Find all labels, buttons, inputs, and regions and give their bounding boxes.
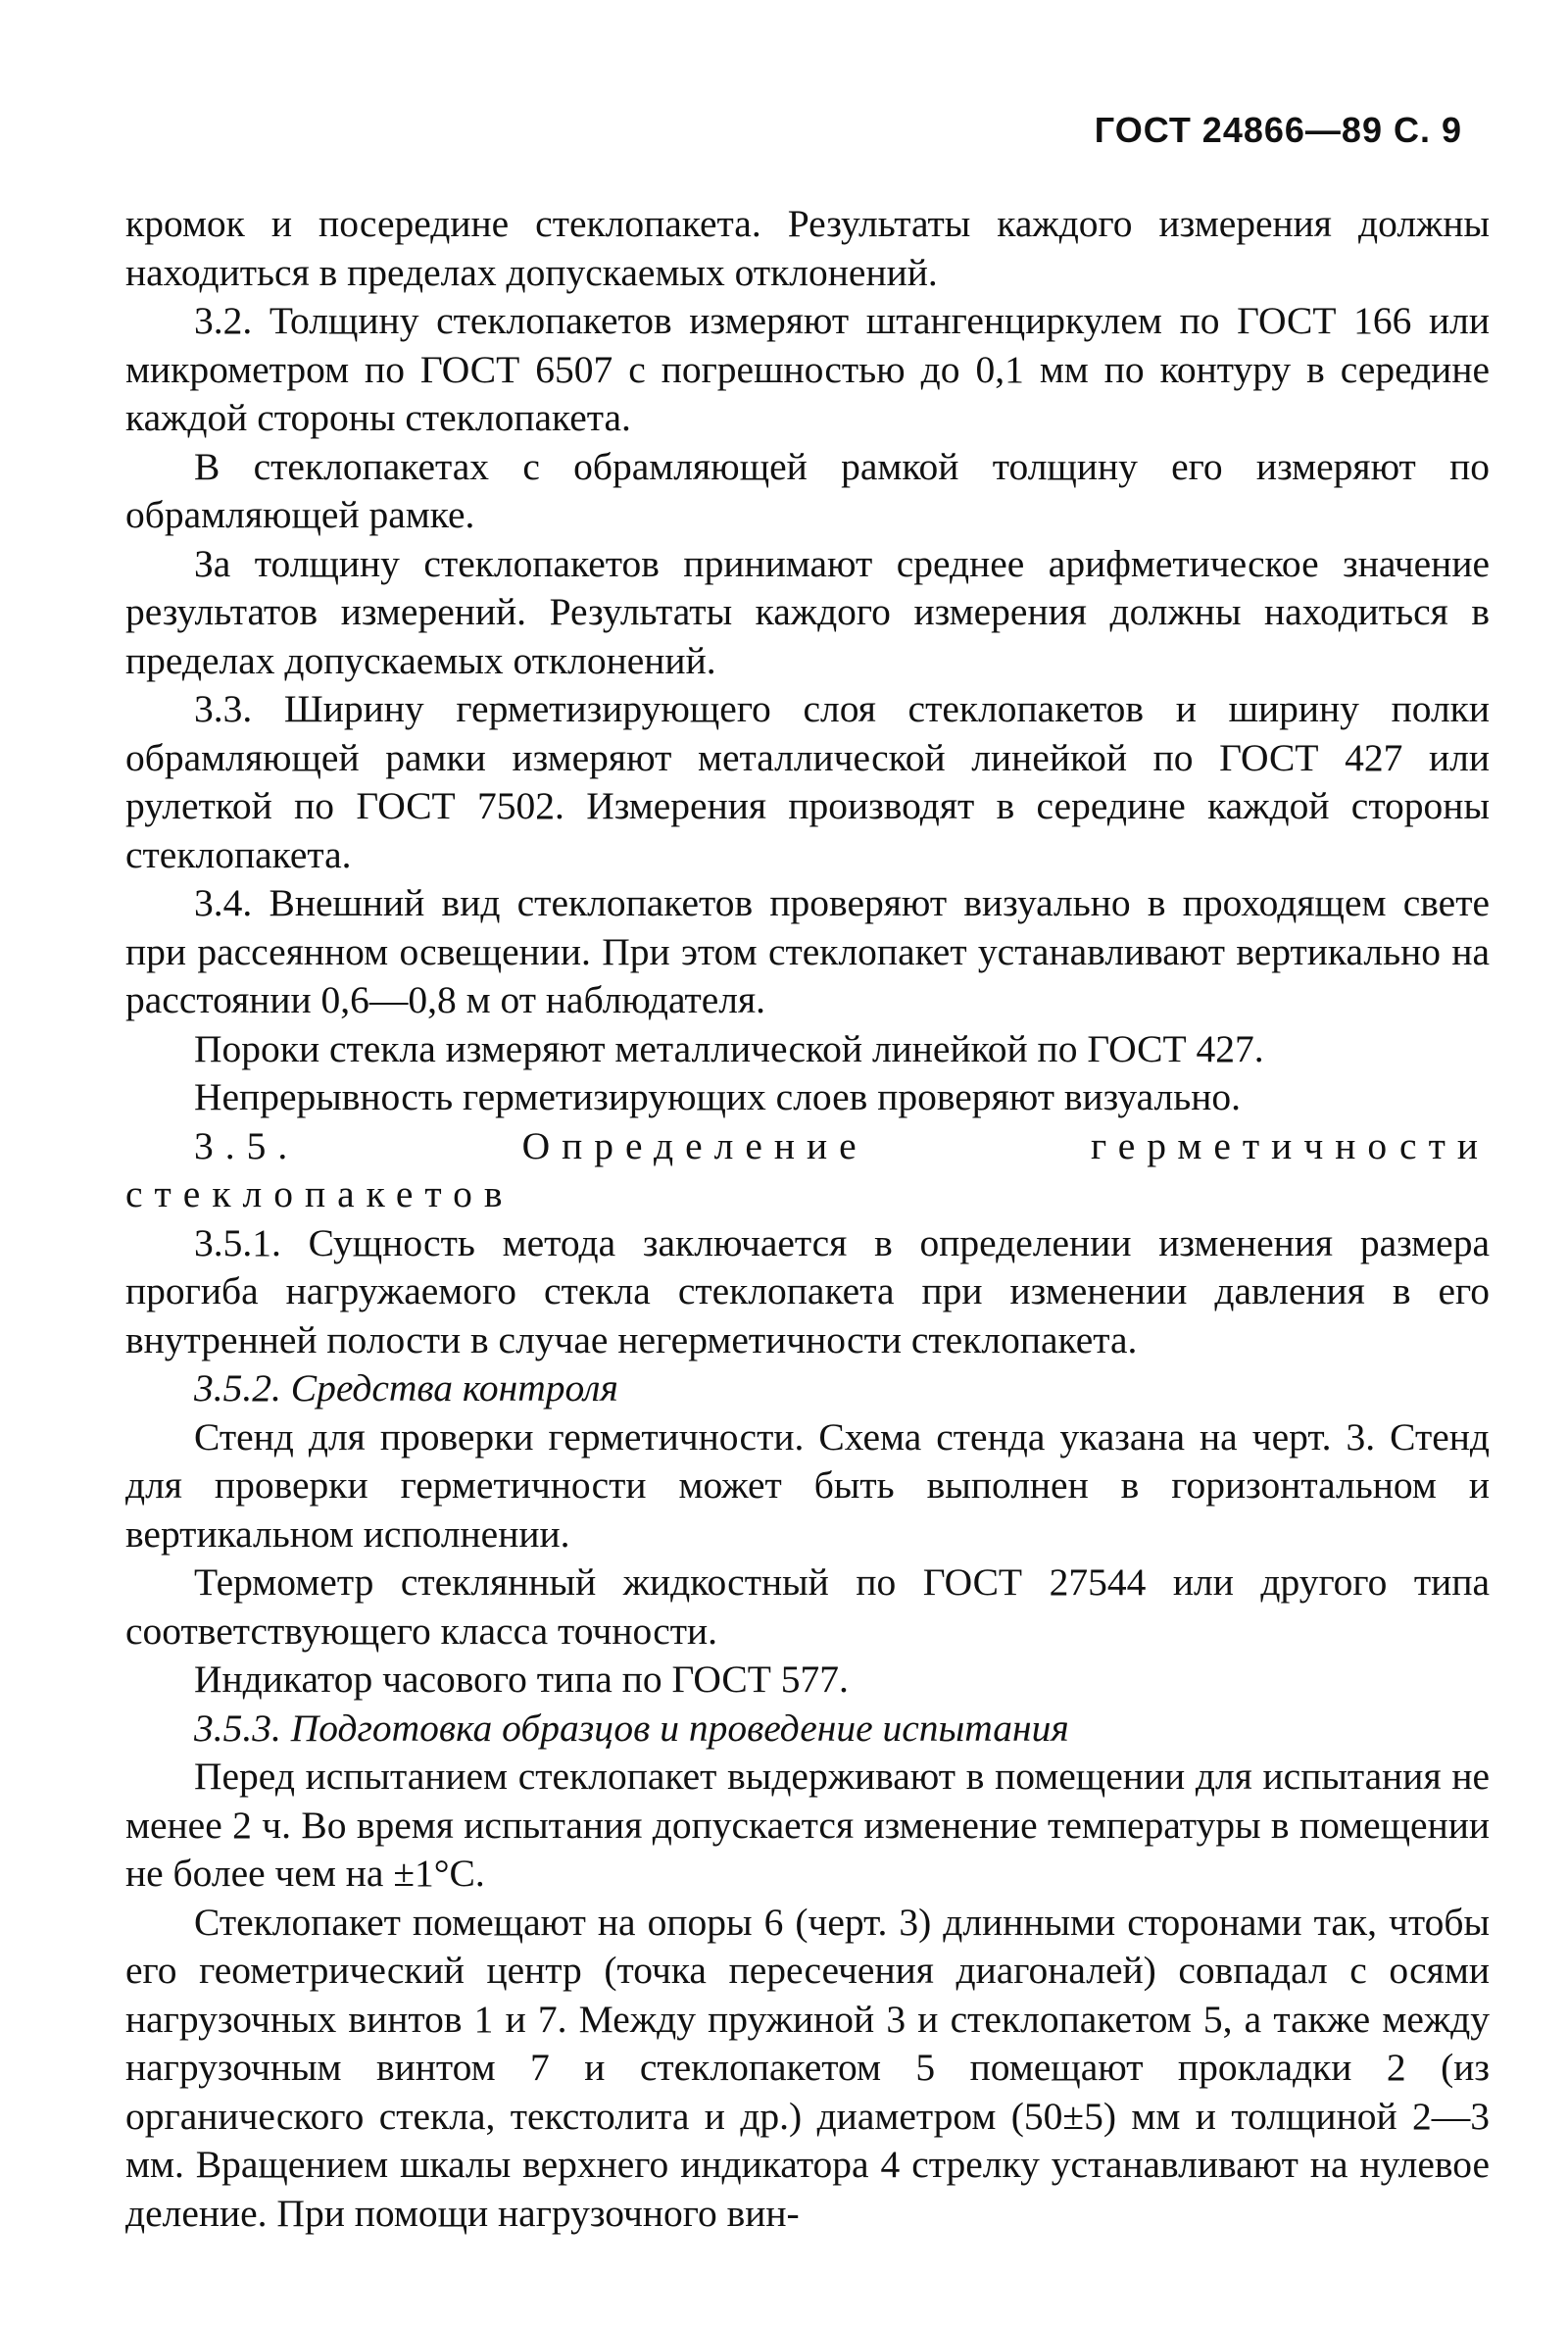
paragraph-test-stand: Стенд для проверки герметичности. Схема стенда указана на черт. 3. Стенд для проверки герметичности может быть выполнен в горизонтальном и вертикальном исполнении. — [125, 1414, 1490, 1556]
paragraph-procedure: Стеклопакет помещают на опоры 6 (черт. 3) длинными сторонами так, чтобы его геометрический центр (точка пересечения диагоналей) совпадал с осями нагрузочных винтов 1 и 7. Между пружиной 3 и стеклопакетом 5, а также между нагрузочным винтом 7 и стеклопакетом 5 помещают прокладки 2 (из органического стекла, текстолита и др.) диаметром (50±5) мм и толщиной 2—3 мм. Вращением шкалы верхнего индикатора 4 стрелку устанавливают на нулевое деление. При помощи нагрузочного вин- — [125, 1900, 1490, 2235]
paragraph-3-4: 3.4. Внешний вид стеклопакетов проверяют визуально в проходящем свете при рассеянном освещении. При этом стеклопакет устанавливают вертикально на расстоянии 0,6—0,8 м от наблюдателя. — [125, 881, 1490, 1021]
paragraph-3-5-1: 3.5.1. Сущность метода заключается в определении изменения размера прогиба нагружаемого стекла стеклопакета при изменении давления в его внутренней полости в случае негерметичности стеклопакета. — [125, 1220, 1490, 1361]
document-body — [125, 200, 1490, 2238]
paragraph-continuation: кромок и посередине стеклопакета. Результаты каждого измерения должны находиться в пределах допускаемых отклонений. — [125, 202, 1490, 294]
paragraph-average-thickness: За толщину стеклопакетов принимают среднее арифметическое значение результатов измерений. Результаты каждого измерения должны находиться в пределах допускаемых отклонений. — [125, 541, 1490, 682]
paragraph-conditioning: Перед испытанием стеклопакет выдерживают в помещении для испытания не менее 2 ч. Во время испытания допускается изменение температуры в помещении не более чем на ±1°С. — [125, 1755, 1490, 1895]
section-heading-3-5: 3.5. Определение герметичности стеклопакетов — [125, 1123, 1490, 1215]
paragraph-indicator: Индикатор часового типа по ГОСТ 577. — [194, 1657, 849, 1701]
paragraph-thermometer: Термометр стеклянный жидкостный по ГОСТ 27544 или другого типа соответствующего класса точности. — [125, 1560, 1490, 1653]
paragraph-glass-defects: Пороки стекла измеряют металлической линейкой по ГОСТ 427. — [194, 1026, 1264, 1070]
page-header: ГОСТ 24866—89 С. 9 — [1094, 110, 1462, 150]
subheading-3-5-2: 3.5.2. Средства контроля — [194, 1366, 618, 1410]
subheading-3-5-3: 3.5.3. Подготовка образцов и проведение испытания — [194, 1706, 1069, 1750]
paragraph-3-3: 3.3. Ширину герметизирующего слоя стеклопакетов и ширину полки обрамляющей рамки измеряют металлической линейкой по ГОСТ 427 или рулеткой по ГОСТ 7502. Измерения производят в середине каждой стороны стеклопакета. — [125, 687, 1490, 876]
paragraph-3-2: 3.2. Толщину стеклопакетов измеряют штангенциркулем по ГОСТ 166 или микрометром по ГОСТ 6507 с погрешностью до 0,1 мм по контуру в середине каждой стороны стеклопакета. — [125, 299, 1490, 439]
paragraph-continuity: Непрерывность герметизирующих слоев проверяют визуально. — [194, 1075, 1242, 1118]
paragraph-frame-thickness: В стеклопакетах с обрамляющей рамкой толщину его измеряют по обрамляющей рамке. — [125, 444, 1490, 536]
